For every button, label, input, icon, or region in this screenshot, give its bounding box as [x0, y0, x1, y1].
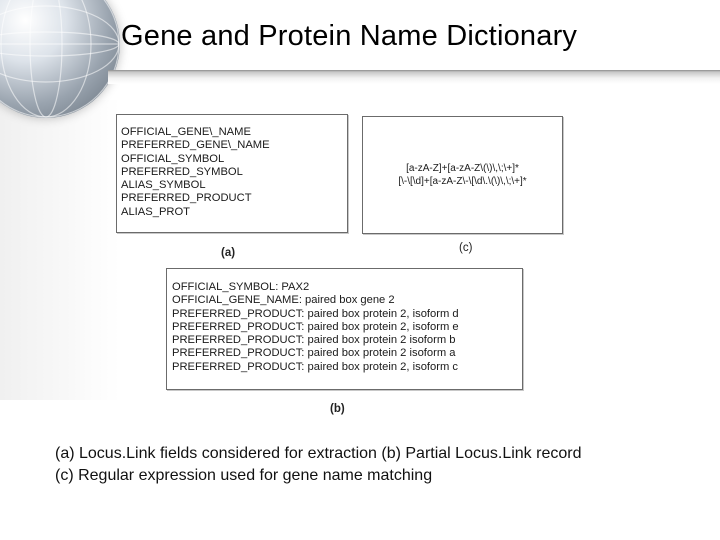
- list-item: PREFERRED_PRODUCT: paired box protein 2, isoform c: [172, 360, 458, 373]
- figure-b-label: (b): [330, 403, 345, 415]
- list-item: ALIAS_PROT: [121, 205, 191, 218]
- list-item: PREFERRED_PRODUCT: paired box protein 2 isoform b: [172, 334, 456, 347]
- title-underline: [108, 70, 720, 84]
- figure-b-panel: [166, 268, 523, 390]
- figure-c-label: (c): [459, 242, 473, 254]
- list-item: ALIAS_SYMBOL: [121, 179, 206, 192]
- locuslink-record: [172, 281, 459, 374]
- locuslink-field-list: [121, 126, 270, 219]
- side-gradient: [0, 100, 120, 400]
- list-item: PREFERRED_PRODUCT: [121, 192, 252, 205]
- globe-icon: [0, 0, 120, 118]
- slide-caption: [55, 443, 581, 487]
- slide-title: Gene and Protein Name Dictionary: [121, 20, 578, 52]
- list-item: OFFICIAL_GENE\_NAME: [121, 126, 251, 138]
- regex-line-2: [\-\[\d]+[a-zA-Z\-\[\d\.\(\)\,\;\+]*: [398, 176, 527, 187]
- caption-line-1: (a) Locus.Link fields considered for extraction (b) Partial Locus.Link record: [55, 445, 582, 462]
- regex-expression: [363, 162, 562, 188]
- regex-line-1: [a-zA-Z]+[a-zA-Z\(\)\,\;\+]*: [406, 163, 519, 174]
- list-item: OFFICIAL_SYMBOL: [121, 152, 225, 165]
- caption-line-2: (c) Regular expression used for gene name matching: [55, 467, 433, 484]
- list-item: OFFICIAL_SYMBOL: PAX2: [172, 281, 310, 293]
- figure-a-panel: [116, 114, 348, 233]
- figure-a-label: (a): [221, 247, 236, 259]
- list-item: PREFERRED_GENE\_NAME: [121, 139, 270, 152]
- list-item: OFFICIAL_GENE_NAME: paired box gene 2: [172, 294, 395, 307]
- list-item: PREFERRED_PRODUCT: paired box protein 2, isoform d: [172, 307, 459, 320]
- list-item: PREFERRED_PRODUCT: paired box protein 2 isoform a: [172, 347, 456, 360]
- list-item: PREFERRED_PRODUCT: paired box protein 2, isoform e: [172, 320, 459, 333]
- list-item: PREFERRED_SYMBOL: [121, 165, 243, 178]
- figure-c-panel: [362, 116, 563, 234]
